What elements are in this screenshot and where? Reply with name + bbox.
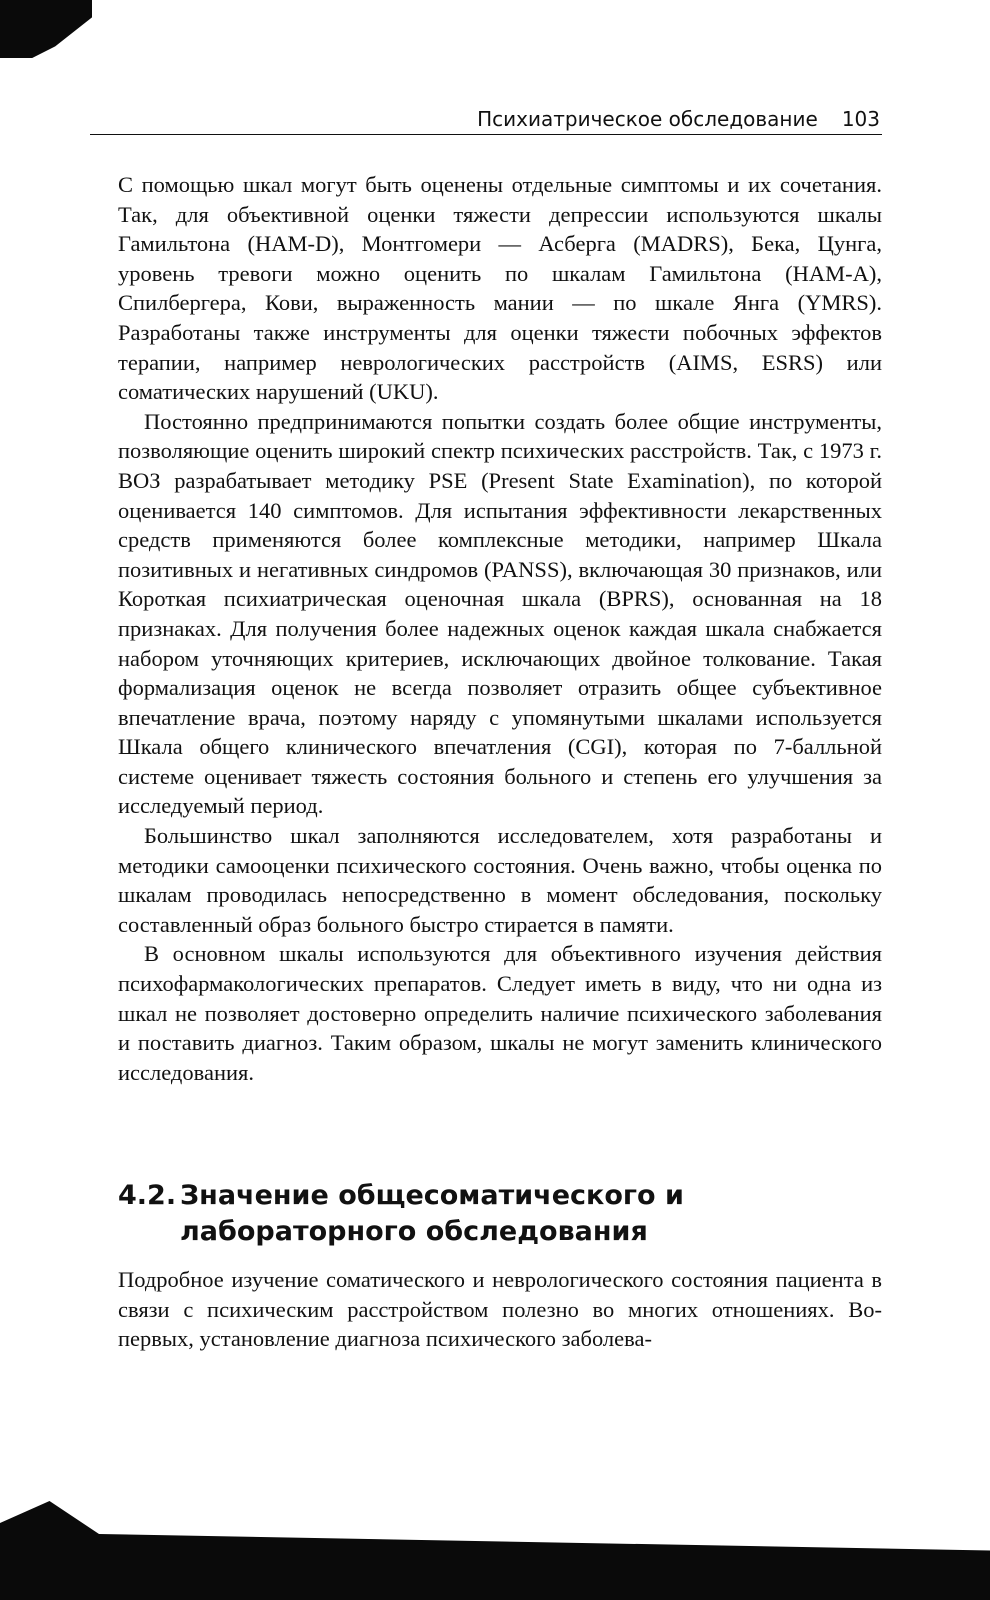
main-text: [118, 170, 882, 1087]
section-heading: [118, 1178, 882, 1250]
scan-artifact-top: [0, 0, 92, 58]
paragraph: Подробное изучение соматического и неврологического состояния пациента в связи с психическим расстройством полезно во многих отношениях. Во-первых, установление диагноза психического заболева-: [118, 1267, 882, 1352]
section-title: Значение общесоматического и лабораторного обследования: [180, 1180, 684, 1247]
section-number: 4.2.: [118, 1180, 177, 1211]
paragraph: Большинство шкал заполняются исследователем, хотя разработаны и методики самооценки психического состояния. Очень важно, чтобы оценка по шкалам проводилась непосредственно в момент обследования, поскольку составленный образ больного быстро стирается в памяти.: [118, 823, 882, 937]
header-rule: [90, 134, 882, 135]
running-header: [477, 107, 880, 135]
scan-artifact-bottom: [0, 1490, 990, 1600]
paragraph: С помощью шкал могут быть оценены отдельные симптомы и их сочетания. Так, для объективной оценки тяжести депрессии используются шкалы Гамильтона (HAM-D), Монтгомери — Асберга (MADRS), Бека, Цунга, уровень тревоги можно оценить по шкалам Гамильтона (HAM-A), Спилбергера, Кови, выраженность мании — по шкале Янга (YMRS). Разработаны также инструменты для оценки тяжести побочных эффектов терапии, например неврологических расстройств (AIMS, ESRS) или соматических нарушений (UKU).: [118, 172, 882, 405]
paragraph: В основном шкалы используются для объективного изучения действия психофармакологических препаратов. Следует иметь в виду, что ни одна из шкал не позволяет достоверно определить наличие психического заболевания и поставить диагноз. Таким образом, шкалы не могут заменить клинического исследования.: [118, 941, 882, 1085]
running-title: Психиатрическое обследование: [477, 107, 818, 131]
section-text: [118, 1265, 882, 1354]
page-number: 103: [841, 107, 880, 131]
paragraph: Постоянно предпринимаются попытки создать более общие инструменты, позволяющие оценить широкий спектр психических расстройств. Так, с 1973 г. ВОЗ разрабатывает методику PSE (Present State Examination), по которой оценивается 140 симптомов. Для испытания эффективности лекарственных средств применяются более комплексные методики, например Шкала позитивных и негативных синдромов (PANSS), включающая 30 признаков, или Короткая психиатрическая оценочная шкала (BPRS), основанная на 18 признаках. Для получения более надежных оценок каждая шкала снабжается набором уточняющих критериев, исключающих двойное толкование. Такая формализация оценок не всегда позволяет отразить общее субъективное впечатление врача, поэтому наряду с упомянутыми шкалами используется Шкала общего клинического впечатления (CGI), которая по 7-балльной системе оценивает тяжесть состояния больного и степень его улучшения за исследуемый период.: [118, 408, 882, 819]
